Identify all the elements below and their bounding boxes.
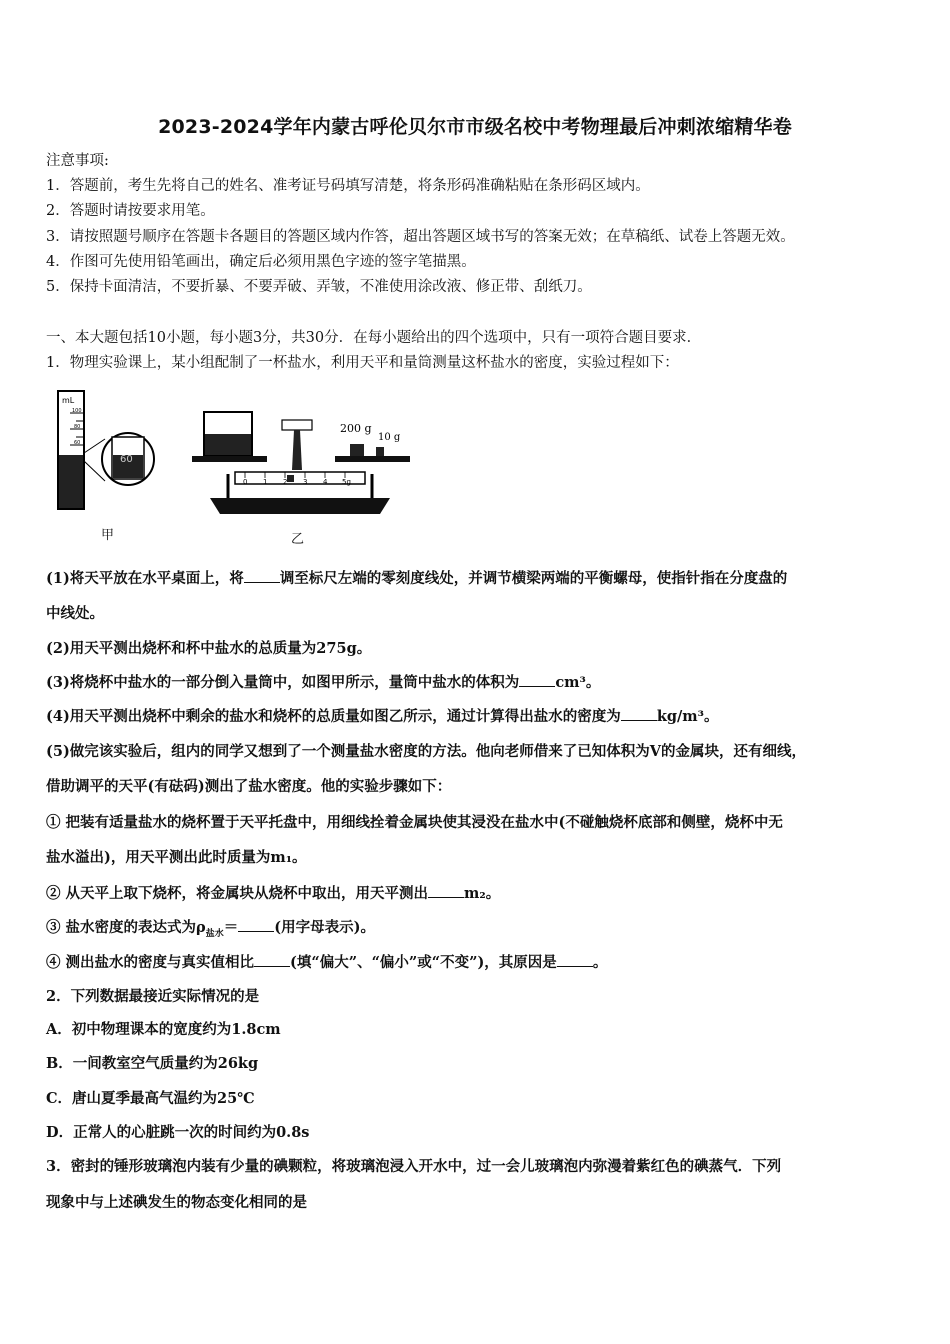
notice-item: 2．答题时请按要求用笔。 xyxy=(46,203,215,219)
notice-item: 1．答题前，考生先将自己的姓名、准考证号码填写清楚，将条形码准确粘贴在条形码区域内。 xyxy=(46,178,650,194)
notice-item: 3．请按照题号顺序在答题卡各题目的答题区域内作答，超出答题区域书写的答案无效；在草稿纸、试卷上答题无效。 xyxy=(46,229,795,245)
scale-number: 4 xyxy=(323,478,328,486)
q1-part3: (3)将烧杯中盐水的一部分倒入量筒中，如图甲所示，量筒中盐水的体积为 cm³。 xyxy=(46,674,601,691)
figure-caption-jia: 甲 xyxy=(101,528,115,543)
q3-stem-cont: 现象中与上述碘发生的物态变化相同的是 xyxy=(46,1194,307,1211)
page-title: 2023-2024学年内蒙古呼伦贝尔市市级名校中考物理最后冲刺浓缩精华卷 xyxy=(158,116,792,138)
weight-label: 10 g xyxy=(378,432,401,443)
inset-reading: 60 xyxy=(120,454,133,465)
q2-option: D．正常人的心脏跳一次的时间约为0.8s xyxy=(46,1124,310,1141)
scale-number: 2 xyxy=(283,478,288,486)
answer-blank[interactable] xyxy=(238,919,274,932)
scale-number: 0 xyxy=(243,478,248,486)
scale-number: 3 xyxy=(303,478,308,486)
section-heading: 一、本大题包括10小题，每小题3分，共30分．在每小题给出的四个选项中，只有一项符合题目要求． xyxy=(46,330,702,346)
answer-blank[interactable] xyxy=(254,954,290,967)
q1-part2: (2)用天平测出烧杯和杯中盐水的总质量为275g。 xyxy=(46,640,372,657)
cylinder-tick-label: 80 xyxy=(74,424,81,430)
q1-part1: (1)将天平放在水平桌面上，将 调至标尺左端的零刻度线处，并调节横梁两端的平衡螺母，使指针指在分度盘的 xyxy=(46,570,788,587)
q1-step2: ② 从天平上取下烧杯，将金属块从烧杯中取出，用天平测出 m₂。 xyxy=(46,885,501,902)
q1-stem: 1．物理实验课上，某小组配制了一杯盐水，利用天平和量筒测量这杯盐水的密度，实验过程如下： xyxy=(46,355,679,371)
answer-blank[interactable] xyxy=(621,708,657,721)
notice-item: 5．保持卡面清洁，不要折暴、不要弄破、弄皱，不准使用涂改液、修正带、刮纸刀。 xyxy=(46,279,592,295)
weight-label: 200 g xyxy=(340,422,372,435)
answer-blank[interactable] xyxy=(557,954,593,967)
notice-heading: 注意事项: xyxy=(46,153,109,169)
q1-part4: (4)用天平测出烧杯中剩余的盐水和烧杯的总质量如图乙所示，通过计算得出盐水的密度为 kg/m³。 xyxy=(46,708,719,725)
cylinder-tick-label: 60 xyxy=(74,440,81,446)
figure-cylinder xyxy=(50,385,170,515)
notice-item: 4．作图可先使用铅笔画出，确定后必须用黑色字迹的签字笔描黑。 xyxy=(46,254,476,270)
cylinder-unit-label: mL xyxy=(62,396,75,405)
q1-step1: ① 把装有适量盐水的烧杯置于天平托盘中，用细线拴着金属块使其浸没在盐水中(不碰触烧杯底部和侧壁，烧杯中无 xyxy=(46,814,783,831)
scale-number: 5g xyxy=(342,478,351,486)
q2-option: A．初中物理课本的宽度约为1.8cm xyxy=(46,1021,281,1038)
figure-balance xyxy=(190,410,415,520)
cylinder-tick-label: 100 xyxy=(72,408,82,414)
q1-part5-cont: 借助调平的天平(有砝码)测出了盐水密度。他的实验步骤如下： xyxy=(46,778,452,795)
answer-blank[interactable] xyxy=(428,885,464,898)
q3-stem: 3．密封的锤形玻璃泡内装有少量的碘颗粒，将玻璃泡浸入开水中，过一会儿玻璃泡内弥漫着紫红色的碘蒸气．下列 xyxy=(46,1158,782,1175)
q1-part5: (5)做完该实验后，组内的同学又想到了一个测量盐水密度的方法。他向老师借来了已知体积为V的金属块，还有细线， xyxy=(46,743,807,760)
q2-stem: 2．下列数据最接近实际情况的是 xyxy=(46,988,260,1005)
q2-option: B．一间教室空气质量约为26kg xyxy=(46,1055,259,1072)
scale-number: 1 xyxy=(263,478,268,486)
q1-part1-cont: 中线处。 xyxy=(46,605,104,622)
q2-option: C．唐山夏季最高气温约为25℃ xyxy=(46,1090,255,1107)
q1-step4: ④ 测出盐水的密度与真实值相比 (填“偏大”、“偏小”或“不变”)，其原因是 。 xyxy=(46,954,608,971)
q1-step1-cont: 盐水溢出)，用天平测出此时质量为m₁。 xyxy=(46,849,307,866)
q1-step3: ③ 盐水密度的表达式为$\rho_{盐水}=$ (用字母表示)。 xyxy=(46,919,375,939)
answer-blank[interactable] xyxy=(244,570,280,583)
answer-blank[interactable] xyxy=(519,674,555,687)
figure-caption-yi: 乙 xyxy=(291,532,305,547)
